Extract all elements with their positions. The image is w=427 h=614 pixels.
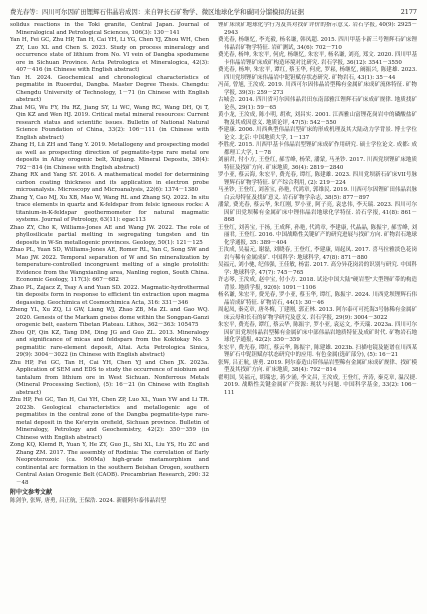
- reference-entry: Yan H, Fei GC, Zhu HP, Tan H, Cai YH, Li YG, Chen YJ, Zhou WH, Chen ZY, Luo XL and Chen S. 2023. Study on process mineralogy and occurrence state of lithium from No. VI vein of Dangba spodumene ore in Sichuan Province. Acta Petrologica et Mineralogica, 42(3): 407－416 (in Chinese with English abstract): [10, 37, 209, 73]
- chinese-reference-list: [218, 22, 417, 397]
- reference-entry: Zhai MG, Wu FY, Hu RZ, Jiang SY, Li WC, Wang RC, Wang DH, Qi T, Qin KZ and Wen HJ. 2019. Critical metal mineral resources: Current research status and scientific issues. Bulletin of National Natural Science Foundation of China, 33(2): 106－111 (in Chinese with English abstract): [10, 104, 209, 141]
- right-column: [218, 22, 417, 610]
- reference-entry: Zhang RX and Yang SY. 2016. A mathematical model for determining carbon coating thickness and its application in electron probe microanalysis. Microscopy and Microanalysis, 22(6): 1374－1380: [10, 172, 209, 193]
- reference-entry: 张辉, 吕正航, 唐勇. 2019. 阿尔泰造山带伟晶岩型稀有金属矿床成矿规律、找矿模型及其找矿方向. 矿床地质, 38(4): 792－814: [218, 359, 417, 373]
- reference-entry: 周起凤, 秦克章, 唐冬梅, 丁建刚, 郭正林. 2013. 阿尔泰可可托海3号脉稀有金属矿床云母和长石的矿物学研究及意义. 岩石学报, 29(9): 3004－3022: [218, 307, 417, 321]
- reference-entry: Zhang Y, Cao MJ, Xu XB, Mao W, Wang RL and Zhang SQ. 2022. In situ trace elements in quartz and K-feldspar from felsic igneous rocks: A titanium-in-K-feldspar geothermometer for natural magmatic systems. Journal of Petrology, 63(11): egac113: [10, 194, 209, 223]
- page-number: 2177: [400, 8, 417, 16]
- reference-entry: 罗小亚, 蔡云海, 朱宏平, 费光春, 谭红, 陈建雄. 2023. 四川党坝新石矿床VII号脉锂辉石矿物学特征. 矿产综合利用, (2): 219－224: [218, 172, 417, 186]
- english-reference-list: [10, 22, 209, 487]
- left-column: [10, 22, 209, 610]
- reference-entry: 李胜虎. 2015. 川西甲基卡伟晶岩型锂矿床成矿作用研究. 硕士学位论文. 成都: 成都理工大学, 1－78: [218, 142, 417, 156]
- reference-entry: Yan H. 2024. Geochemical and chronological characteristics of pegmatite in Ruoerdui, Dangba. Master Degree Thesis. Chengdu: Chengdu University of Technology, 1－71 (in Chinese with English abstract): [10, 74, 209, 103]
- reference-entry: 许志琴, 王汝成, 赵中宝, 付小方. 2018. 试论中国大陆"硬岩型"大型锂矿带的构造背景. 地质学报, 92(6): 1091－1106: [218, 277, 417, 291]
- reference-entry: Zhou QF, Qin KZ, Tang DM, Ding JG and Guo ZL. 2013. Mineralogy and significance of micas and feldspars from the Koktokay No. 3 pegmatitic rare-element deposit, Altai. Acta Petrologica Sinica, 29(9): 3004－3022 (in Chinese with English abstract): [10, 329, 209, 358]
- reference-entry: 朱宏平, 费光春, 谭红, 蔡云华, 陈振宇, 陈建雄. 2023b. 扫描电镜及能谱在川西某锂矿石中铌钽赋存状态研究中的应用. 有色金属(选矿部分), (5): 16－21: [218, 344, 417, 358]
- reference-entry: Zheng YL, Xu ZQ, Li GW, Liang WJ, Zhao ZB, Ma ZL and Gao WQ. 2020. Genesis of the Markam gneiss dome within the Songpan-Ganzi orogenic belt, eastern Tibetan Plateau. Lithos, 362－363: 105475: [10, 307, 209, 328]
- reference-entry: 杨名谦, 朱宏平, 费光春, 罗小亚, 蔡玉华, 谭红, 陈振宇. 2024. 川西党坝锂辉石伟晶岩成矿特征. 矿物岩石, 44(1): 30－46: [218, 292, 417, 306]
- reference-entry: 冯苗, 曾旭, 王汝成. 2019. 川西可尔因伟晶岩型稀有金属矿床成矿流体特征. 矿物学报, 39(3): 259－273: [218, 82, 417, 96]
- reference-entry: 费光春, 杨继忆, 李光毅, 杨名谦, 韩凤超. 2015. 四川甲基卡新三号锂辉石矿床锂伟晶岩矿物学特征. 岩矿测试, 34(6): 702－710: [218, 37, 417, 51]
- reference-entry: 古城会. 2014. 四川省可尔因伟晶岩田东南部雅江锂辉石矿床成矿规律. 地质找矿论丛, 29(1): 59－65: [218, 97, 417, 111]
- reference-entry: 翟明国, 吴福元, 胡瑞忠, 蒋少涌, 李文昌, 王汝成, 王登红, 齐涛, 秦克章, 温汉捷. 2019. 战略性关键金属矿产资源: 现状与问题. 中国科学基金, 33(2): 106－111: [218, 374, 417, 396]
- reference-entry: Zhao PL, Yuan SD, Williams-Jones AE, Romer RL, Yan C, Song SW and Mao JW. 2022. Temporal separation of W and Sn mineralization by temperature-controlled incongruent melting of a single protolith: Evidence from the Wangxianling area, Nanling region, South China. Economic Geology, 117(3): 667－682: [10, 247, 209, 283]
- reference-entry: solidus reactions in the Toki granite, Central Japan. Journal of Mineralogical and Petrological Sciences, 106(3): 130－141: [10, 22, 209, 36]
- reference-entry: 王登红, 刘善宝, 于扬, 王成辉, 孙艳, 代鸿章, 李建康, 代晶晶, 陈振宇, 郝雪峰, 刘丽君, 王登红. 2016. 中国战略性关键矿产的研究进展与找矿方向. 矿物岩石地球化学通报, 35: 389－404: [218, 224, 417, 246]
- reference-entry: 吴福元, 刘小驰, 纪伟强, 王佳敏, 杨雷. 2017. 高分异花岗岩的识别与研究. 中国科学: 地球科学, 47(7): 745－765: [218, 262, 417, 276]
- reference-entry: 马圣钞, 王登红, 刘善宝, 孙艳, 代鸿章, 郭维民. 2019. 川西可尔因锂矿田伟晶岩脉白云母特征及找矿意义. 岩石矿物学杂志, 38(5): 877－897: [218, 187, 417, 201]
- reference-entry: 费光春, 杨坤, 朱宏平, 何虎, 杨继忆, 朱宏平, 杨名谦, 刘亮, 郑文. 2020. 四川甲基卡伟晶岩锂矿床成矿构造环境对比研究. 岩石学报, 36(12): 3541－3550: [218, 52, 417, 66]
- running-header-title: 费光春等：四川可尔因矿田锂辉石伟晶岩成因：来自钾长石矿物学、微区地球化学和碳同分馏模拟的证据: [10, 8, 304, 16]
- reference-entry: 陈剑争, 张辉, 唐勇, 吕正航, 王保浩. 2024. 新疆阿尔泰伟晶岩型: [10, 498, 166, 504]
- reference-entry: Zhu HP, Fei GC, Tan H, Cai YH, Chen ZP, Luo XL, Yuan YW and Li TR. 2023b. Geological characteristics and metallogenic age of pegmatites in the central zone of the Dangba pegmatite-type rare-metal deposit in the Ke'eryin orefield, Sichuan province. Bulletin of Mineralogy, Petrology and Geochemistry, 42(2): 350－359 (in Chinese with English abstract): [10, 397, 209, 441]
- reference-entry: Zhao ZY, Cho K, Williams-Jones AE and Wang JW. 2022. The role of phyllosilicate partial melting in segregating tungsten and tin deposits in W-Sn metallogenic provinces. Geology, 50(1): 121－125: [10, 224, 209, 246]
- reference-entry: 费光春, 杨坤, 朱宏平, 谭红, 蔡玉华, 何虎, 罗崧, 杨继忆, 阚振兴, 陈建雄. 2023. 四川党坝锂矿床伟晶岩中铌钽赋存状态研究. 矿物岩石, 43(1): 35－44: [218, 67, 417, 81]
- reference-entry: Zhao PL, Zajacz Z, Tsay A and Yuan SD. 2022. Magmatic-hydrothermal tin deposits form in response to efficient tin extraction upon magma degassing. Geochimica et Cosmochimica Acta, 316: 331－346: [10, 284, 209, 306]
- reference-entry: 锂矿床成矿地球化学行为及其对找矿评价的指示意义. 岩石学报, 40(9): 2925－2943: [218, 22, 417, 36]
- reference-entry: 潘蒙, 费光春, 蔡云华, 朱红刚, 罗小亚, 阿子亮, 袁忠伟, 李天瑞. 2023. 四川可尔因矿田党坝稀有金属矿床中锂伟晶岩地球化学特征. 岩石学报, 41(8): 861－868: [218, 202, 417, 223]
- running-header: [10, 6, 417, 18]
- reference-entry: Zong KQ, Klemd R, Yuan Y, He ZY, Guo JL, Shi XL, Liu YS, Hu ZC and Zhang ZM. 2017. The assembly of Rodinia: The correlation of Early Neoproterozoic (ca. 900Ma) high-grade metamorphism and continental arc formation in the southern Beishan Orogen, southern Central Asian Orogenic Belt (CAOB). Precambrian Research, 290: 32－48: [10, 442, 209, 486]
- reference-entry: 李建康. 2006. 川西典型伟晶岩型矿床的形成机理及其大陆动力学背景. 博士学位论文. 北京: 中国地质大学, 1－137: [218, 127, 417, 141]
- reference-entry: 王汝成, 吴福元, 谢磊, 刘晓春, 王登红, 李建康, 周起凤. 2017. 喜马拉雅淡色花岗岩与稀有金属成矿. 中国科学: 地球科学, 47(8): 871－880: [218, 247, 417, 261]
- reference-entry: 朱宏平, 费光春, 谭红, 蔡云华, 陈振宇, 罗小亚, 袁运文, 李天瑞. 2023a. 四川可尔因矿田党坝伟晶岩型稀有金属矿床中部伟晶岩地质特征及成矿时代. 矿物岩石地球化学通报, 42(2): 350－359: [218, 322, 417, 343]
- reference-entry: 黄小龙, 王汝成, 陈小明, 胡欢, 刘昌实. 2001. 江西雅山富锂花岗岩中的磷酸盐矿物及其成因意义. 地质论评, 47(5): 542－550: [218, 112, 417, 126]
- reference-entry: 刘丽君, 付小方, 王登红, 郝雪峰, 杨荣, 潘蒙, 马圣钞. 2017. 川西党坝锂矿床地质特征及找矿方向. 矿床地质, 36(4): 2819－2840: [218, 157, 417, 171]
- reference-entry: Zhang H, Lü ZH and Tang Y. 2019. Metallogeny and prospecting model as well as prospecting direction of pegmatite-type rare metal ore deposits in Altay orogenic belt, Xinjiang. Mineral Deposits, 38(4): 792－814 (in Chinese with English abstract): [10, 142, 209, 171]
- reference-entry: Zhu HP, Fei GC, Tan H, Cai YH, Chen YJ and Chen JX. 2023a. Application of SEM and EDS to study the occurrence of niobium and tantalum from lithium ore in West Sichuan. Nonferrous Metals (Mineral Processing Section), (5): 16－21 (in Chinese with English abstract): [10, 359, 209, 396]
- header-rule: [10, 19, 417, 20]
- chinese-references-heading: 附中文参考文献: [10, 489, 53, 496]
